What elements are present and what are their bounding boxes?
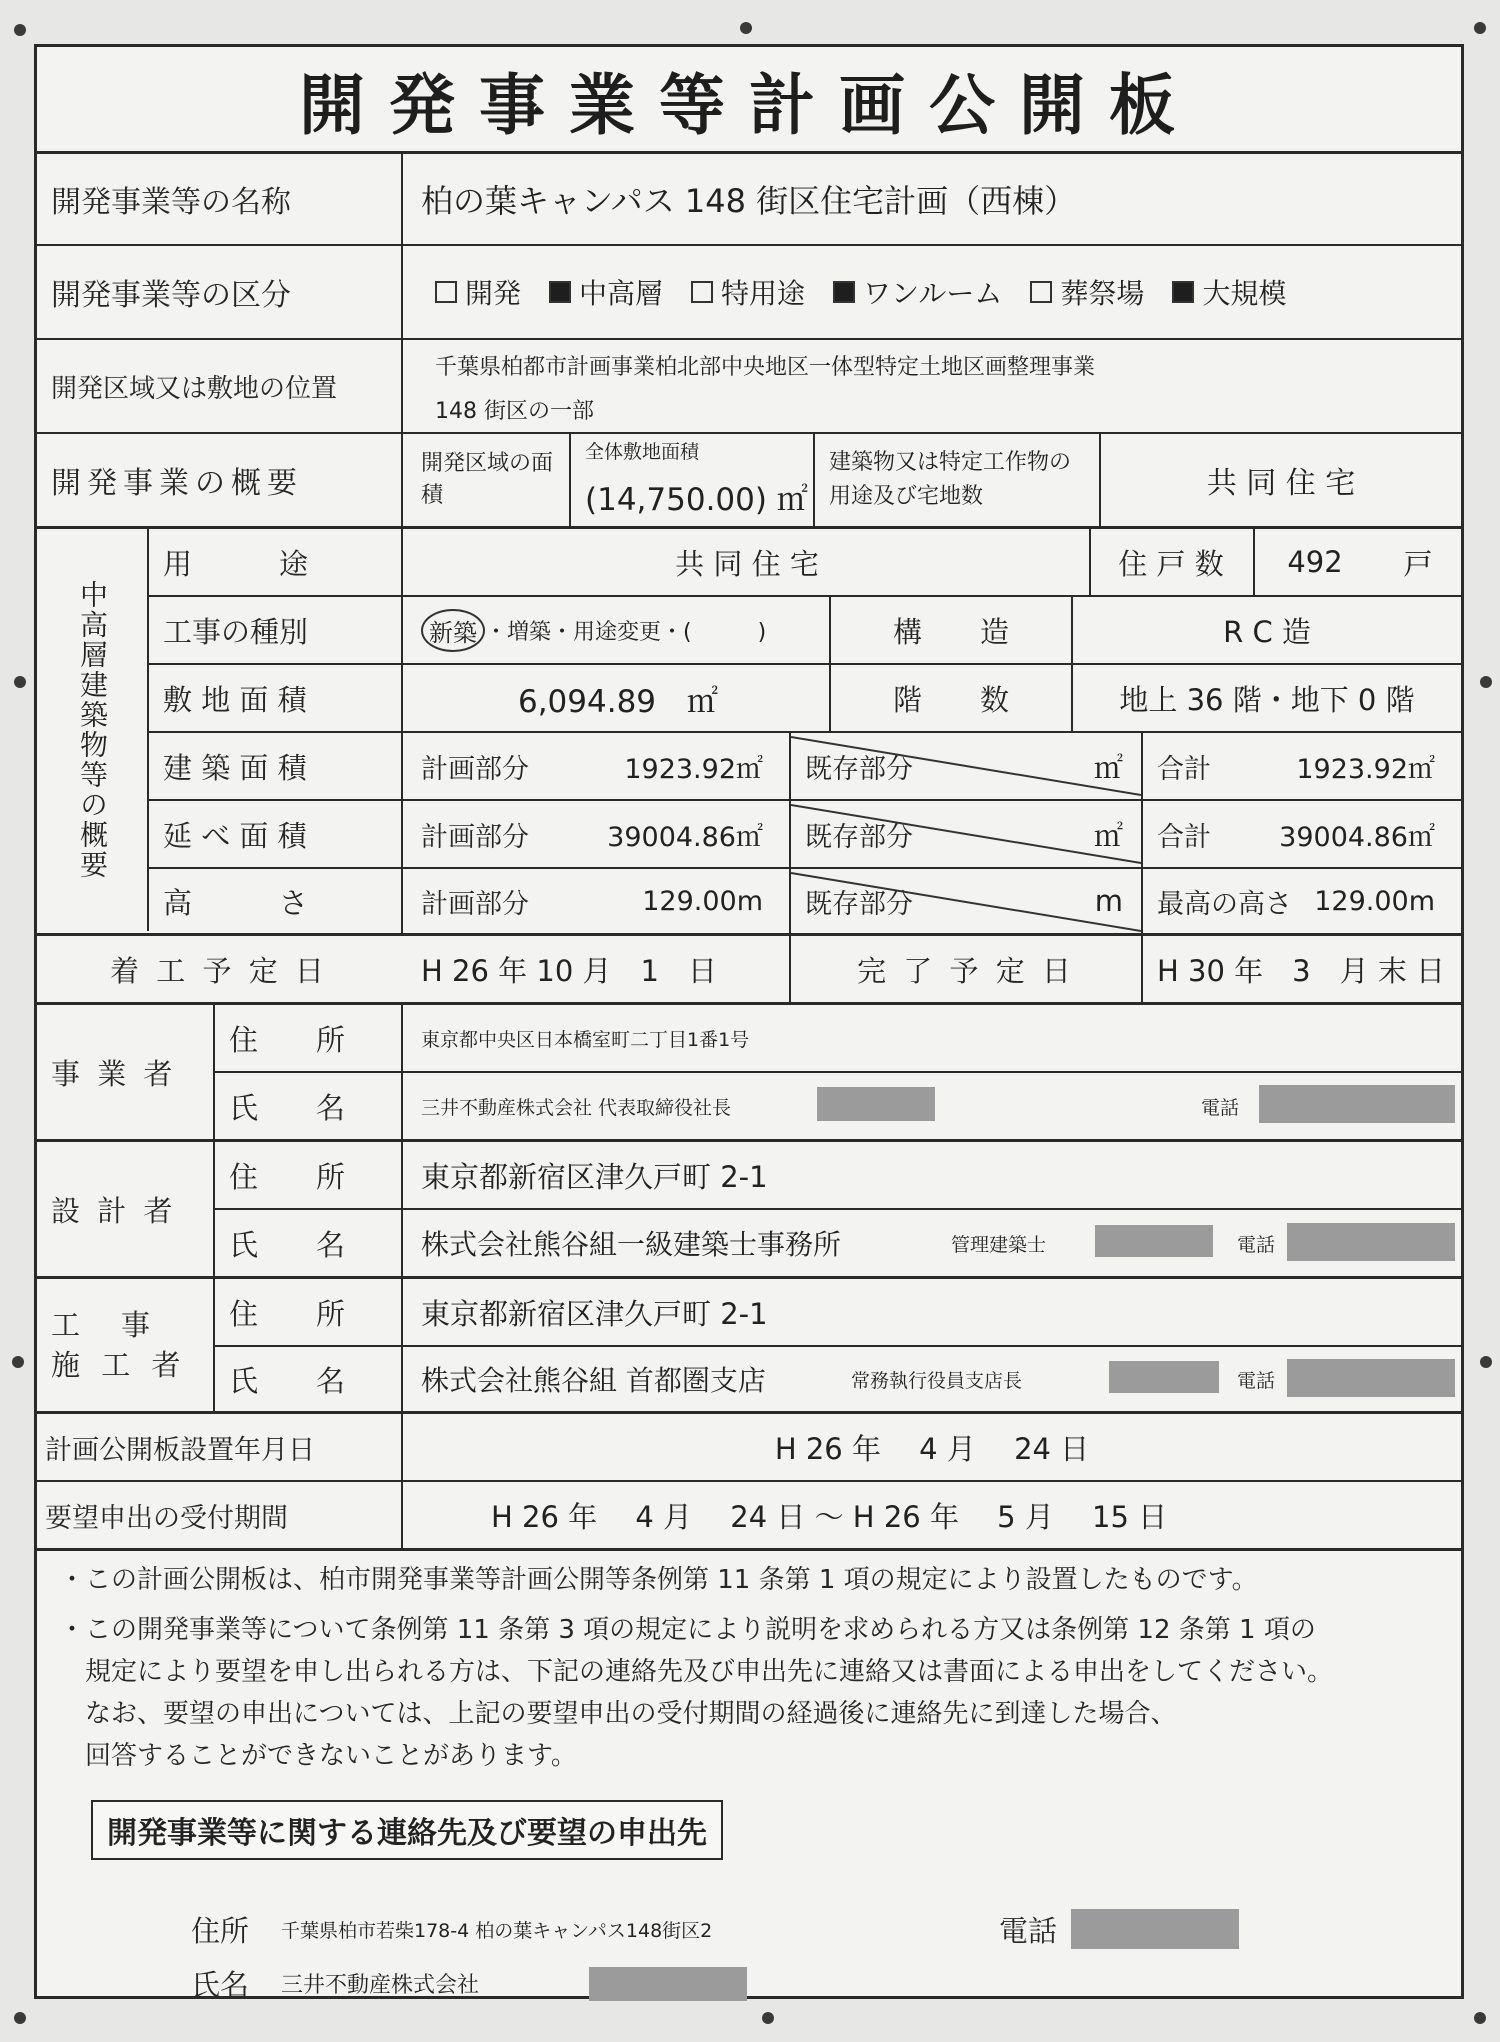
contractor-role: 常務執行役員支店長 (851, 1369, 1023, 1392)
floors-value: 地上 36 階・地下 0 階 (1119, 682, 1415, 717)
designer-address: 東京都新宿区津久戸町 2-1 (421, 1159, 768, 1194)
floor-area-label: 延 べ 面 積 (163, 818, 307, 853)
operator-name: 三井不動産株式会社 代表取締役社長 (421, 1096, 732, 1119)
building-area-label: 建 築 面 積 (163, 750, 307, 785)
height-existing-unit: m (1094, 884, 1123, 918)
building-area-total-value: 1923.92㎡ (1296, 753, 1435, 785)
location-label: 開発区域又は敷地の位置 (51, 373, 338, 404)
category-option-oneroom: ワンルーム (833, 272, 1002, 312)
height-plan-value: 129.00m (642, 885, 763, 917)
name-value: 柏の葉キャンパス 148 街区住宅計画（西棟） (421, 182, 1077, 220)
floor-area-total-value: 39004.86㎡ (1279, 821, 1435, 853)
note-line: なお、要望の申出については、上記の要望申出の受付期間の経過後に連絡先に到達した場合、 (59, 1699, 1177, 1729)
redacted-block (1109, 1361, 1219, 1393)
public-notice-board (34, 44, 1464, 2002)
use-label: 建築物又は特定工作物の用途及び宅地数 (829, 450, 1072, 509)
operator-address-label: 住 所 (229, 1022, 346, 1057)
posted-value: H 26 年 4 月 24 日 (774, 1431, 1090, 1466)
existing-strike-lines (791, 733, 1141, 933)
end-value: H 30 年 3 月 末 日 (1157, 953, 1446, 988)
location-line1: 千葉県柏都市計画事業柏北部中央地区一体型特定土地区画整理事業 (435, 354, 1096, 380)
category-label: 開発事業等の区分 (51, 278, 291, 313)
screw-icon (1474, 22, 1486, 34)
request-value: H 26 年 4 月 24 日 〜 H 26 年 5 月 15 日 (491, 1499, 1168, 1534)
posted-label: 計画公開板設置年月日 (45, 1434, 315, 1466)
start-value: H 26 年 10 月 1 日 (421, 953, 717, 988)
start-label: 着 工 予 定 日 (110, 953, 328, 988)
work-type-label: 工事の種別 (163, 614, 309, 649)
youto-label: 用 途 (163, 546, 309, 581)
contact-name-value: 三井不動産株式会社 (281, 1972, 480, 1998)
designer-name-label: 氏 名 (229, 1227, 346, 1262)
note-line: 規定により要望を申し出られる方は、下記の連絡先及び申出先に連絡又は書面による申出をしてください。 (59, 1657, 1334, 1687)
total-site-value: (14,750.00) ㎡ (585, 481, 808, 518)
building-area-plan-label: 計画部分 (421, 753, 529, 785)
notes (59, 1559, 1449, 1777)
category-option-kaihatsu: 開発 (435, 272, 521, 312)
location-line2: 148 街区の一部 (435, 398, 594, 424)
end-label: 完 了 予 定 日 (857, 953, 1075, 988)
units-value: 492 (1287, 545, 1343, 579)
designer-phone-label: 電話 (1237, 1233, 1276, 1256)
redacted-block (1287, 1359, 1455, 1397)
contact-address-label: 住所 (191, 1913, 250, 1948)
operator-label: 事 業 者 (51, 1056, 177, 1091)
redacted-block (589, 1967, 747, 2001)
screw-icon (1480, 1356, 1492, 1368)
work-type-value (407, 597, 829, 663)
redacted-block (1259, 1085, 1455, 1123)
checkbox-icon (1030, 281, 1052, 303)
category-option-chukoso: 中高層 (549, 272, 663, 312)
note-line: 回答することができないことがあります。 (59, 1741, 577, 1771)
designer-name: 株式会社熊谷組一級建築士事務所 (421, 1228, 842, 1261)
contact-name-label: 氏名 (191, 1967, 250, 2002)
floor-area-existing-unit: ㎡ (1093, 818, 1123, 853)
redacted-block (1071, 1909, 1239, 1949)
youto-value: 共 同 住 宅 (675, 546, 819, 581)
contact-title: 開発事業等に関する連絡先及び要望の申出先 (91, 1800, 723, 1860)
structure-label: 構 造 (892, 614, 1009, 649)
checkbox-checked-icon (833, 281, 855, 303)
max-height-label: 最高の高さ (1157, 888, 1292, 920)
height-label: 高 さ (163, 885, 309, 920)
floor-area-existing-label: 既存部分 (805, 821, 913, 853)
contractor-address-label: 住 所 (229, 1296, 346, 1331)
operator-name-label: 氏 名 (229, 1090, 346, 1125)
screw-icon (762, 2012, 774, 2024)
contractor-phone-label: 電話 (1237, 1369, 1276, 1392)
site-area-label: 敷 地 面 積 (163, 682, 307, 717)
board-title: 開発事業等計画公開板 (37, 47, 1461, 154)
floors-label: 階 数 (892, 682, 1009, 717)
note-line: ・この計画公開板は、柏市開発事業等計画公開等条例第 11 条第 1 項の規定により設置したものです。 (59, 1565, 1258, 1595)
building-area-existing-label: 既存部分 (805, 753, 913, 785)
operator-address: 東京都中央区日本橋室町二丁目1番1号 (421, 1028, 750, 1051)
work-type-new: 新築 (421, 609, 485, 652)
redacted-block (1287, 1223, 1455, 1261)
floor-area-plan-label: 計画部分 (421, 821, 529, 853)
checkbox-icon (691, 281, 713, 303)
height-existing-label: 既存部分 (805, 888, 913, 920)
designer-label: 設 計 者 (51, 1193, 177, 1228)
request-label: 要望申出の受付期間 (45, 1502, 288, 1534)
designer-role: 管理建築士 (951, 1233, 1047, 1256)
contractor-label: 工 事 施 工 者 (51, 1308, 187, 1382)
building-area-plan-value: 1923.92㎡ (624, 753, 763, 785)
contact-address-value: 千葉県柏市若柴178-4 柏の葉キャンパス148街区2 (281, 1919, 713, 1942)
height-total-value: 129.00m (1314, 885, 1435, 917)
work-type-rest: ・増築・用途変更・( ) (485, 619, 767, 645)
contractor-name: 株式会社熊谷組 首都圏支店 (421, 1364, 766, 1397)
name-label: 開発事業等の名称 (51, 185, 291, 220)
note-line: ・この開発事業等について条例第 11 条第 3 項の規定により説明を求められる方又は条例第 12 条第 1 項の (59, 1615, 1316, 1645)
building-area-existing-unit: ㎡ (1093, 750, 1123, 785)
designer-address-label: 住 所 (229, 1159, 346, 1194)
outline-label: 開発事業の概要 (51, 466, 303, 501)
category-option-daikibo: 大規模 (1172, 272, 1286, 312)
screw-icon (740, 22, 752, 34)
redacted-block (817, 1087, 935, 1121)
category-option-tokuyoto: 特用途 (691, 272, 805, 312)
building-area-total-label: 合計 (1157, 753, 1211, 785)
use-value: 共 同 住 宅 (1206, 466, 1356, 501)
screw-icon (12, 1356, 24, 1368)
contact-phone-label: 電話 (999, 1913, 1058, 1948)
building-group-label: 中高層建築物等の概要 (76, 580, 109, 880)
contractor-name-label: 氏 名 (229, 1363, 346, 1398)
screw-icon (14, 2012, 26, 2024)
operator-phone-label: 電話 (1201, 1096, 1240, 1119)
checkbox-icon (435, 281, 457, 303)
screw-icon (1480, 676, 1492, 688)
units-label: 住 戸 数 (1118, 546, 1224, 581)
dev-area-label: 開発区域の面積 (421, 451, 554, 508)
category-option-sosaijo: 葬祭場 (1030, 272, 1144, 312)
site-area-value: 6,094.89 ㎡ (517, 683, 719, 720)
floor-area-plan-value: 39004.86㎡ (607, 821, 763, 853)
contractor-address: 東京都新宿区津久戸町 2-1 (421, 1296, 768, 1331)
screw-icon (14, 24, 26, 36)
checkbox-checked-icon (1172, 281, 1194, 303)
structure-value: R C 造 (1223, 614, 1311, 649)
redacted-block (1095, 1225, 1213, 1257)
checkbox-checked-icon (549, 281, 571, 303)
category-options (421, 246, 1461, 338)
total-site-label: 全体敷地面積 (585, 440, 700, 463)
height-plan-label: 計画部分 (421, 888, 529, 920)
screw-icon (14, 676, 26, 688)
units-unit: 戸 (1403, 546, 1433, 581)
floor-area-total-label: 合計 (1157, 821, 1211, 853)
screw-icon (1474, 2012, 1486, 2024)
